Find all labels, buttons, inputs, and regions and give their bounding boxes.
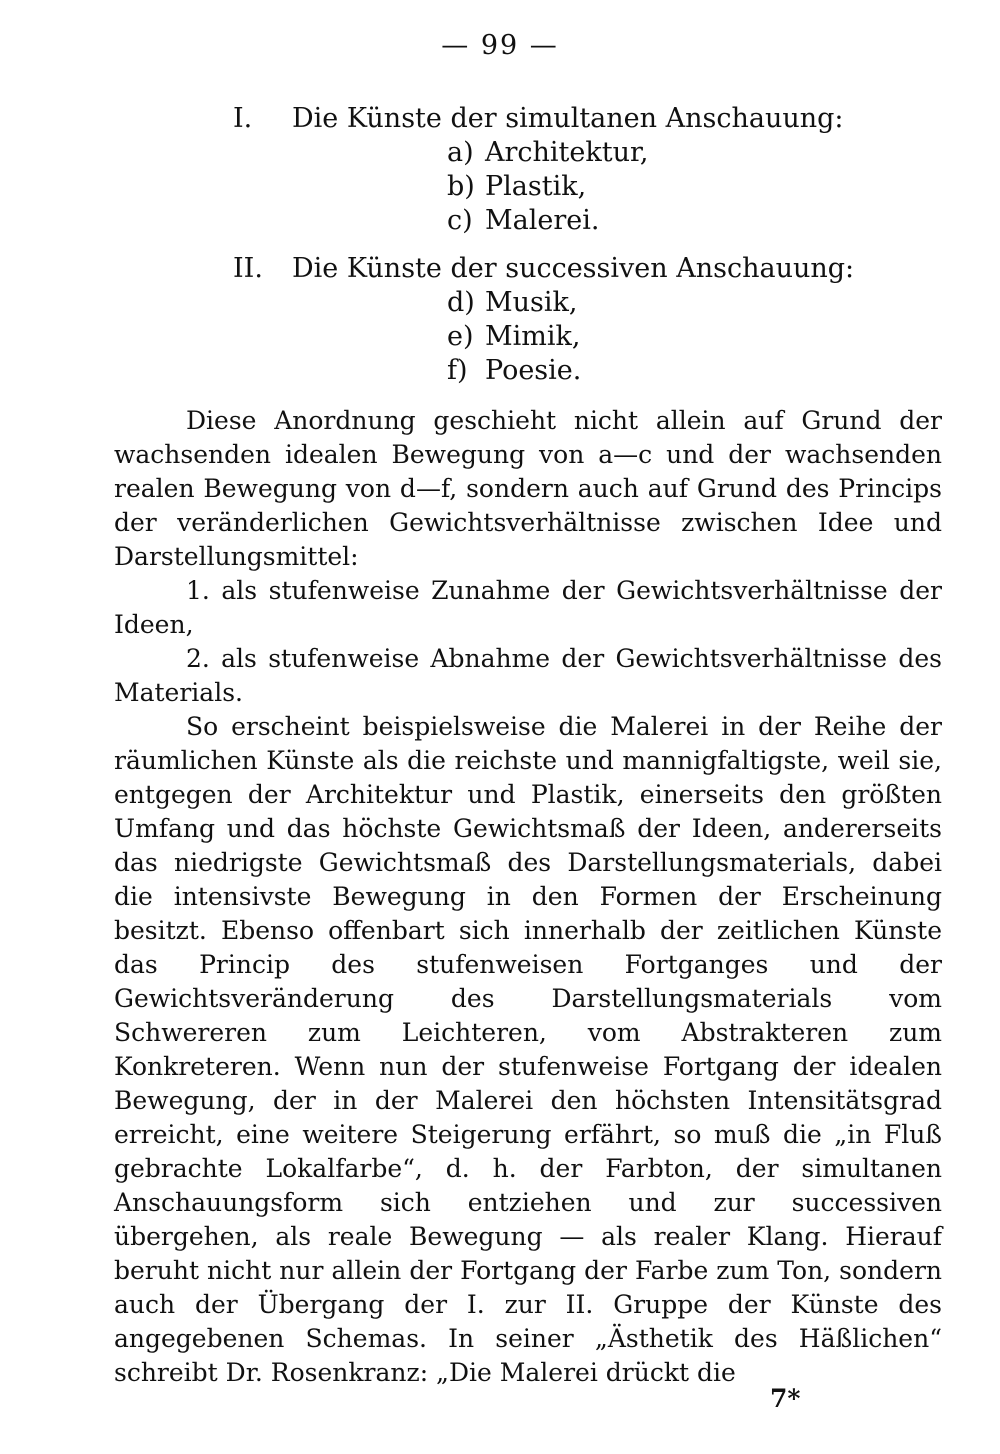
item-letter: e) (447, 321, 474, 352)
item-letter: a) (447, 137, 474, 168)
group-heading (0, 252, 1000, 286)
item-text: Musik, (485, 287, 578, 318)
item-text: Mimik, (485, 321, 581, 352)
schema-item (0, 286, 1000, 320)
item-text: Architektur, (485, 137, 649, 168)
item-letter: c) (447, 205, 473, 236)
item-letter: b) (447, 171, 475, 202)
item-text: Poesie. (485, 355, 582, 386)
item-letter: f) (447, 355, 468, 386)
group-heading (0, 102, 1000, 136)
list-item: 2. als stufenweise Abnahme der Gewichtsverhältnisse des Materials. (114, 644, 942, 707)
signature-mark: 7* (770, 1384, 801, 1413)
paragraph: So erscheint beispielsweise die Malerei in der Reihe der räumlichen Künste als die reichste und mannigfaltigste, weil sie, entgegen der Architektur und Plastik, einerseits den größten Umfang und das höchste Gewichtsmaß der Ideen, andererseits das niedrigste Gewichtsmaß des Darstellungsmaterials, dabei die intensivste Bewegung in den Formen der Erscheinung besitzt. Ebenso offenbart sich innerhalb der zeitlichen Künste das Princip des stufenweisen Fortganges und der Gewichtsveränderung des Darstellungsmaterials vom Schwereren zum Leichteren, vom Abstrakteren zum Konkreteren. Wenn nun der stufenweise Fortgang der idealen Bewegung, der in der Malerei den höchsten Intensitätsgrad erreicht, eine weitere Steigerung erfährt, so muß die „in Fluß gebrachte Lokalfarbe“, d. h. der Farbton, der simultanen Anschauungsform sich entziehen und zur successiven übergehen, als reale Bewegung — als realer Klang. Hierauf beruht nicht nur allein der Fortgang der Farbe zum Ton, sondern auch der Übergang der I. zur II. Gruppe der Künste des angegebenen Schemas. In seiner „Ästhetik des Häßlichen“ schreibt Dr. Rosenkranz: „Die Malerei drückt die (114, 712, 942, 1387)
schema-gap (0, 238, 1000, 252)
schema-item (0, 136, 1000, 170)
page-number: — 99 — (441, 30, 559, 61)
group-numeral: I. (233, 103, 253, 134)
schema-item (0, 170, 1000, 204)
schema-item (0, 204, 1000, 238)
list-item: 1. als stufenweise Zunahme der Gewichtsverhältnisse der Ideen, (114, 576, 942, 639)
body-text (114, 404, 942, 1390)
paragraph: Diese Anordnung geschieht nicht allein auf Grund der wachsenden idealen Bewegung von a—c und der wachsenden realen Bewegung von d—f, sondern auch auf Grund des Princips der veränderlichen Gewichtsverhältnisse zwischen Idee und Darstellungsmittel: (114, 406, 942, 571)
arts-schema (0, 102, 1000, 388)
item-letter: d) (447, 287, 475, 318)
schema-item (0, 354, 1000, 388)
item-text: Malerei. (485, 205, 600, 236)
group-title: Die Künste der successiven Anschauung: (292, 253, 855, 284)
group-numeral: II. (233, 253, 263, 284)
group-title: Die Künste der simultanen Anschauung: (292, 103, 844, 134)
item-text: Plastik, (485, 171, 587, 202)
schema-item (0, 320, 1000, 354)
